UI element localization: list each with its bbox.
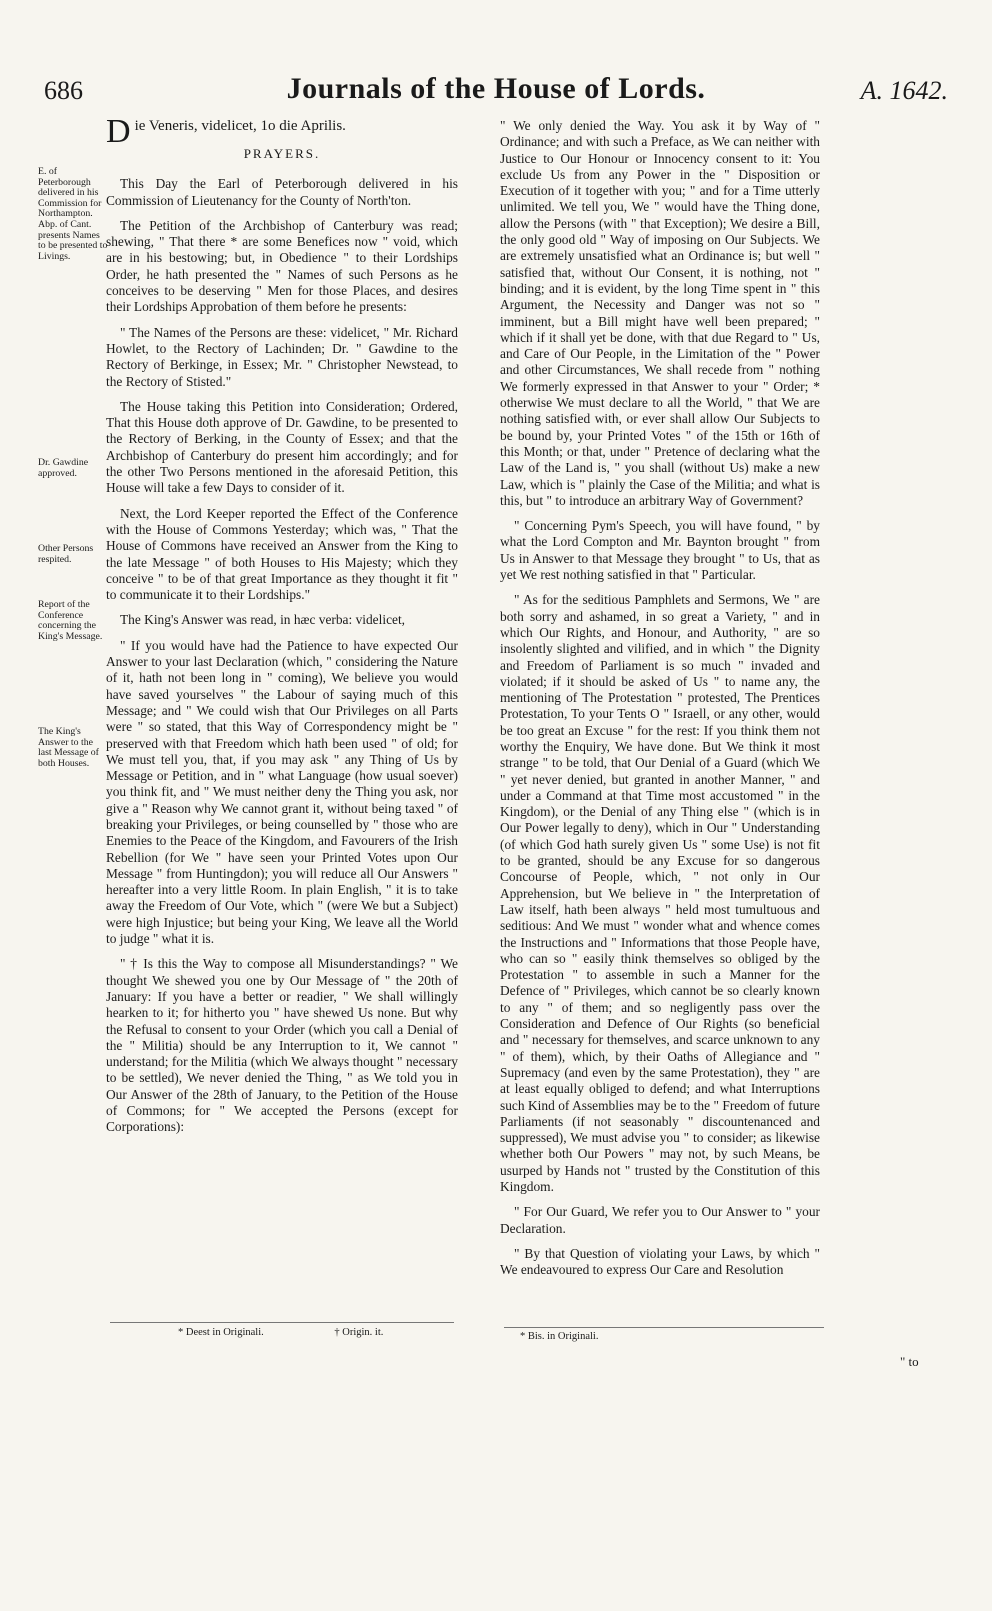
margin-note: E. of Peterborough delivered in his Commission for Northampton. xyxy=(38,166,102,219)
page-header xyxy=(44,72,948,112)
paragraph: The Petition of the Archbishop of Canterbury was read; shewing, " That there * are some Benefices now " void, which are in his bestowing; but, in Obedience " to their Lordships Order, he hath presented the " Names of such Persons as he conceives to be deserving " Men for those Places, and desires their Lordships Approbation of them before he presents: xyxy=(106,217,458,315)
paragraph: " The Names of the Persons are these: videlicet, " Mr. Richard Howlet, to the Rectory of Lachinden; Dr. " Gawdine to the Rectory of Berkinge, in Essex; Mr. " Christopher Newstead, to the Rectory of Stisted." xyxy=(106,324,458,389)
paragraph: " † Is this the Way to compose all Misunderstandings? " We thought We shewed you one by Our Message of " the 20th of January: If you have a better or readier, " We shall willingly hearken to it; for hitherto you " have shewed Us none. But why the Refusal to consent to your Order (which you call a Denial of the " Militia) should be any Interruption to it, We cannot " understand; for the Militia (which We always thought " necessary to be settled), We never denied the Thing, " as We told you in Our Answer of the 28th of January, to the Petition of the House of Commons; for " We accepted the Persons (except for Corporations): xyxy=(106,956,458,1135)
footnote: † Origin. it. xyxy=(334,1327,384,1338)
catchword: " to xyxy=(900,1354,919,1369)
paragraph: The King's Answer was read, in hæc verba: videlicet, xyxy=(120,612,406,628)
right-column xyxy=(500,118,820,1287)
footnote: * Bis. in Originali. xyxy=(520,1331,599,1342)
footnote-rule xyxy=(110,1322,454,1323)
paragraph: " Concerning Pym's Speech, you will have found, " by what the Lord Compton and Mr. Baynton brought " from Us in Answer to that Message they brought " to Us, that as yet We rest nothing satisfied in that " Particular. xyxy=(500,518,820,583)
paragraph: The House taking this Petition into Consideration; Ordered, That this House doth approve of Dr. Gawdine, to be presented to the Rectory of Berking, in the County of Essex; and that the Archbishop of Canterbury do present him accordingly; and for the other Two Persons mentioned in the aforesaid Petition, this House will take a few Days to consider of it. xyxy=(106,398,458,496)
paragraph: This Day the Earl of Peterborough delivered in his Commission of Lieutenancy for the County of North'ton. xyxy=(106,176,458,208)
paragraph: Next, the Lord Keeper reported the Effect of the Conference with the House of Commons Yesterday; which was, " That the House of Commons have received an Answer from the King to the late Message " of both Houses to His Majesty; which they conceive " to be of that great Importance as they thought it fit " to communicate it to their Lordships." xyxy=(106,505,458,603)
paragraph: " As for the seditious Pamphlets and Sermons, We " are both sorry and ashamed, in so great a Variety, " and in which Our Rights, and Honour, and Authority, " are so insolently slighted and vilified, and in which " the Dignity and Freedom of Parliament is so much " invaded and violated; if it should be asked of Us " to name any, the mentioning of The Protestation " protested, The Prentices Protestation, To your Tents O " Israell, or any other, would be too great an Excuse " for the rest: If you think them not worthy the Enquiry, We have done. But We think it most strange " to be told, that Our Denial of a Guard (which We " yet never denied, but granted in another Manner, " and under a Command at that Time most accustomed " in the Kingdom), or the Denial of any Thing else " (which is in Our Power legally to deny), which in Our " Understanding (of which God hath surely given Us " some Use) is not fit to be granted, should be any Excuse for so dangerous Concourse of People, which, " not only in Our Apprehension, but We believe in " the Interpretation of Law itself, hath been always " held most tumultuous and seditious: And We must " wonder what and whence comes the Instructions and " Informations that those People have, who can so " easily think themselves so obliged by the Protestation " to assemble in such a Manner for the Defence of " Privileges, which cannot be so clearly known to any " of them; and so negligently pass over the Consideration and Defence of Our Rights (so beneficial and " necessary for themselves, and scarce unknown to any " of them), which, by their Oaths of Allegiance and " Supremacy (and even by the same Protestation), they " are at least equally obliged to defend; and what Interruptions such Kind of Assemblies may be to the " Freedom of future Parliaments (if not seasonably " discountenanced and suppressed), We must advise you " to consider; as likewise whether both Our Powers " may not, by such Means, be usurped by Hands not " trusted by the Constitution of this Kingdom. xyxy=(500,592,820,1194)
page-year: A. 1642. xyxy=(860,76,948,105)
dateline-text: ie Veneris, videlicet, 1o die Aprilis. xyxy=(134,118,346,134)
paragraph: " By that Question of violating your Laws, by which " We endeavoured to express Our Care and Resolution xyxy=(500,1245,820,1278)
paragraph: " If you would have had the Patience to have expected Our Answer to your last Declaration (which, " considering the Nature of it, hath not been long in " coming), We believe you would have saved yourselves " the Labour of saying much of this Message; and " We could wish that Our Privileges on all Parts were " so stated, that this Way of Correspondency might be " preserved with that Freedom which hath been used " of old; for We must tell you, that, if you may ask " any Thing of Us by Message or Petition, and in " what Language (how usual soever) you think fit, and " We must neither deny the Thing you ask, nor give a " Reason why We cannot grant it, without being taxed " of breaking your Privileges, or being counselled by " those who are Enemies to the Peace of the Kingdom, and Favourers of the Irish Rebellion (for We " have seen your Printed Votes upon Our Message " from Huntingdon); you will reduce all Our Answers " hereafter into a very little Room. In plain English, " it is to take away the Freedom of Our Vote, which " (were We but a Subject) were high Injustice; but being your King, We leave all the World to judge " what it is. xyxy=(106,637,458,947)
footnote-rule xyxy=(504,1327,824,1328)
footnote: * Deest in Originali. xyxy=(178,1327,264,1338)
margin-note: Dr. Gawdine approved. xyxy=(38,457,89,479)
margin-note: Abp. of Cant. presents Names to be presented to Livings. xyxy=(38,219,108,262)
paragraph: " We only denied the Way. You ask it by Way of " Ordinance; and with such a Preface, as We can neither with Justice to Our Honour or Innocency consent to it: You exclude Us from any Power in the " Disposition or Execution of it together with you; " and for a Time utterly unlimited. We tell you, We " would have the Thing done, allow the Persons (with " that Exception); We desire a Bill, the only good old " Way of imposing on Our Subjects. We are extremely unsatisfied what an Ordinance is; but well " satisfied that, without Our Consent, it is nothing, not " binding; and it is evident, by the long Time spent in " this Argument, the Necessity and Danger was not so " imminent, but a Bill might have well been prepared; " which if it shall yet be done, with that due Regard to " Us, and Care of Our People, in the Limitation of the " Power and other Circumstances, We shall recede from " nothing We formerly expressed in that Answer to your " Order; * otherwise We must declare to all the World, " that We are nothing satisfied with, or ever shall allow Our Subjects to be bound by, your Printed Votes " of the 15th or 16th of this Month; or that, under " Pretence of declaring what the Law of the Land is, " you shall (without Us) make a new Law, which is " plainly the Case of the Militia; and what is this, but " to introduce an arbitrary Way of Government? xyxy=(500,118,820,508)
margin-note: Other Persons respited. xyxy=(38,543,94,565)
page-number: 686 xyxy=(44,76,83,105)
prayers-heading: PRAYERS. xyxy=(243,146,321,161)
margin-note: The King's Answer to the last Message of both Houses. xyxy=(38,726,99,769)
margin-note: Report of the Conference concerning the King's Message. xyxy=(38,599,103,642)
left-column xyxy=(106,113,458,1145)
drop-cap: D xyxy=(106,113,131,150)
footnotes-left xyxy=(110,1327,454,1338)
paragraph: " For Our Guard, We refer you to Our Answer to " your Declaration. xyxy=(500,1204,820,1236)
page-title: Journals of the House of Lords. xyxy=(286,72,706,105)
dateline xyxy=(106,113,458,150)
